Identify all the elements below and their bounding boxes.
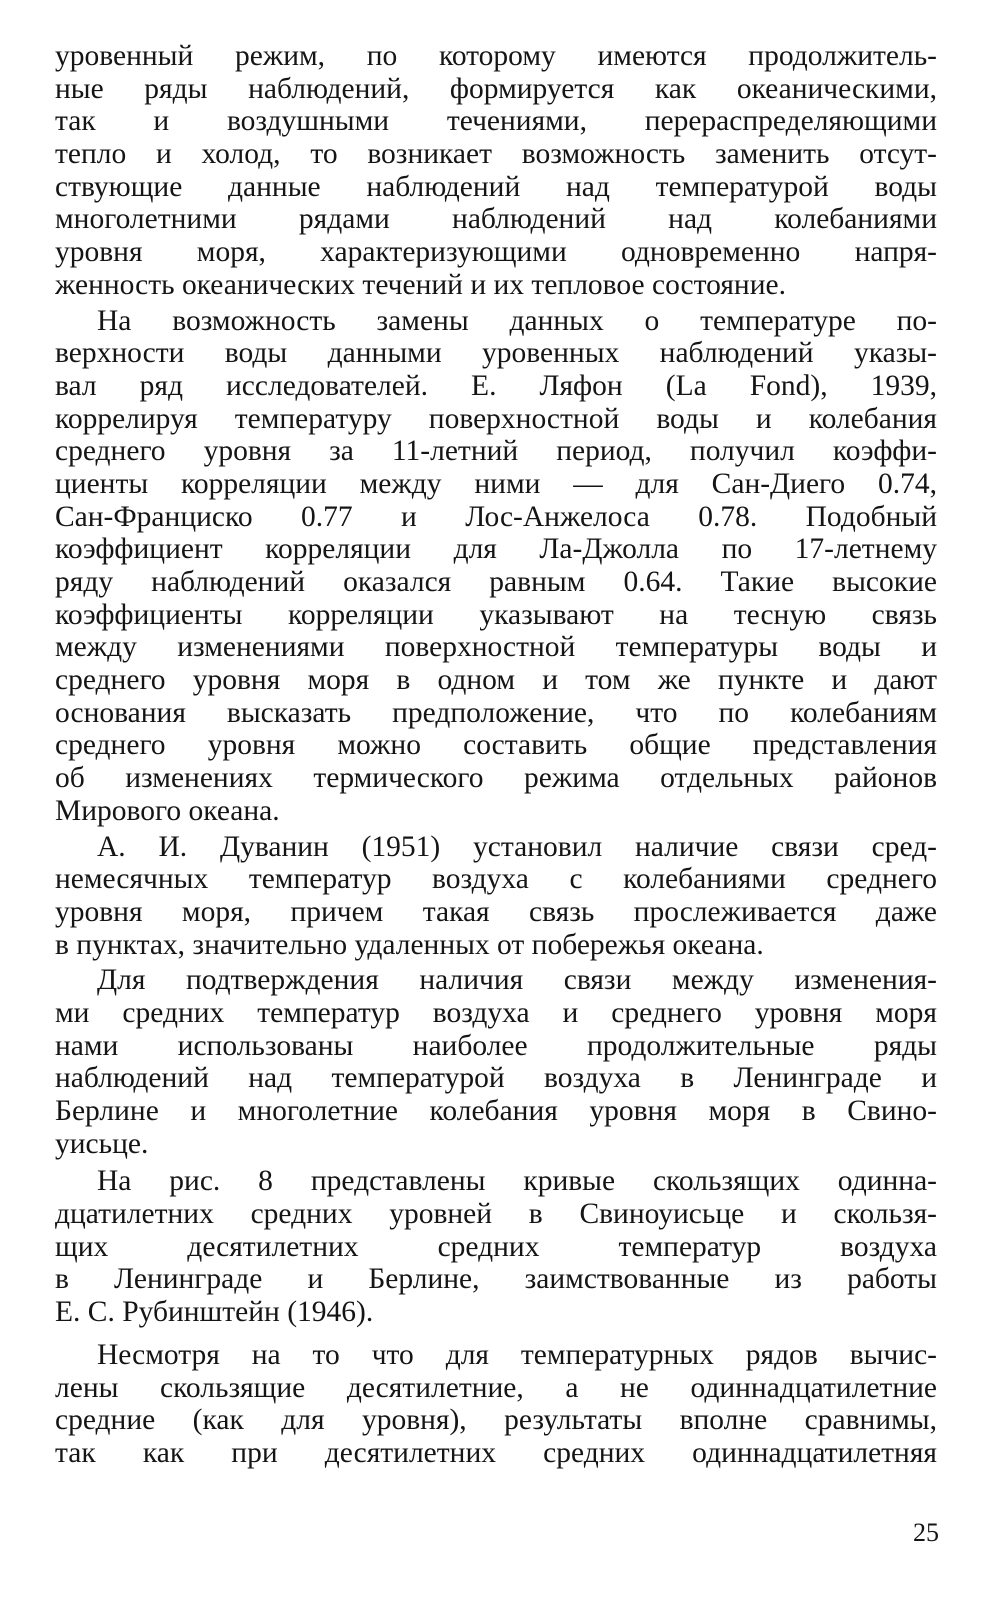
text-line: среднего уровня за 11-летний период, получил коэффи- [55,435,937,468]
text-line: Мирового океана. [55,794,280,827]
text-line: ряду наблюдений оказался равным 0.64. Такие высокие [55,566,937,598]
text-line: об изменениях термического режима отдельных районов [55,762,937,795]
text-line: уровня моря, характеризующими одновременно напря- [55,236,937,269]
text-line: нами использованы наиболее продолжительные ряды [55,1029,937,1062]
text-line: среднего уровня можно составить общие представления [55,729,937,762]
text-line: средние (как для уровня), результаты вполне сравнимы, [55,1404,937,1437]
text-line: уровенный режим, по которому имеются продолжитель- [55,40,937,72]
text-line: среднего уровня моря в одном и том же пункте и дают [55,664,937,697]
text-line: немесячных температур воздуха с колебаниями среднего [55,863,937,896]
page-number: 25 [913,1518,939,1547]
text-line: многолетними рядами наблюдений над колебаниями [55,203,937,236]
text-line: так и воздушными течениями, перераспределяющими [55,105,937,138]
text-line: наблюдений над температурой воздуха в Ленинграде и [55,1062,937,1095]
page-body [55,40,937,1470]
paragraph [55,305,937,828]
text-line: в Ленинграде и Берлине, заимствованные из работы [55,1263,937,1296]
text-line: щих десятилетних средних температур воздуха [55,1230,937,1263]
text-line: ные ряды наблюдений, формируется как океаническими, [55,72,937,105]
text-line: дцатилетних средних уровней в Свиноуисьце и скользя- [55,1198,937,1231]
text-line: Сан-Франциско 0.77 и Лос-Анжелоса 0.78. Подобный [55,500,937,533]
text-line: коррелируя температуру поверхностной воды и колебания [55,402,937,435]
paragraph [55,1165,937,1328]
text-line: коэффициент корреляции для Ла-Джолла по 17-летнему [55,533,937,566]
text-line: уисьце. [55,1127,149,1160]
text-line: между изменениями поверхностной температуры воды и [55,631,937,664]
text-line: Берлине и многолетние колебания уровня моря в Свино- [55,1095,937,1127]
text-line: ми средних температур воздуха и среднего уровня моря [55,996,937,1029]
paragraph [55,40,937,302]
paragraph [55,831,937,962]
text-line: циенты корреляции между ними — для Сан-Диего 0.74, [55,467,937,500]
paragraph [55,1339,937,1470]
paragraph [55,964,937,1160]
text-line: уровня моря, причем такая связь прослеживается даже [55,895,937,928]
text-line: в пунктах, значительно удаленных от побережья океана. [55,928,764,961]
text-line: так как при десятилетних средних одиннадцатилетняя [55,1436,937,1469]
text-line: вал ряд исследователей. Е. Ляфон (La Fond), 1939, [55,369,937,402]
text-line: Для подтверждения наличия связи между изменения- [97,964,937,997]
text-line: основания высказать предположение, что по колебаниям [55,696,937,729]
text-line: Несмотря на то что для температурных рядов вычис- [97,1338,937,1371]
text-line: На возможность замены данных о температуре по- [97,304,937,337]
text-line: верхности воды данными уровенных наблюдений указы- [55,337,937,370]
text-line: А. И. Дуванин (1951) установил наличие связи сред- [97,830,937,863]
text-line: тепло и холод, то возникает возможность заменить отсут- [55,138,937,171]
text-line: лены скользящие десятилетние, а не одиннадцатилетние [55,1371,937,1404]
text-line: Е. С. Рубинштейн (1946). [55,1296,374,1329]
text-line: женность океанических течений и их тепловое состояние. [55,268,786,301]
text-line: На рис. 8 представлены кривые скользящих одинна- [97,1165,937,1198]
text-line: коэффициенты корреляции указывают на тесную связь [55,598,937,631]
text-line: ствующие данные наблюдений над температурой воды [55,170,937,203]
